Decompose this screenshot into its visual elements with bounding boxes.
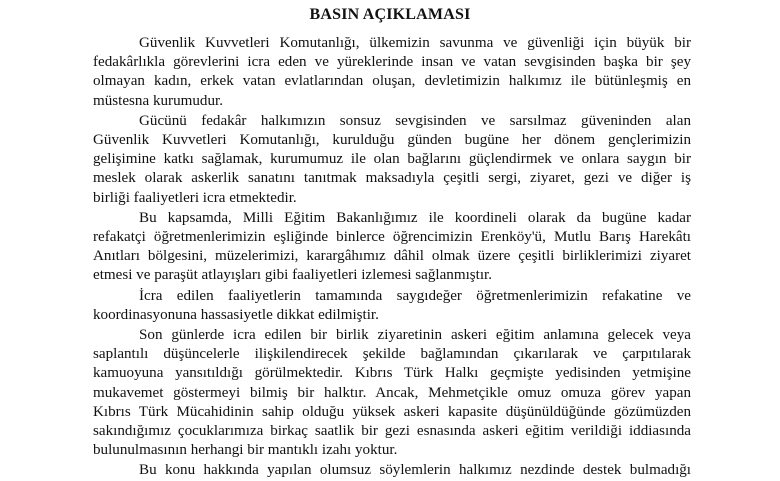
- text-line: fedakârlıkla görevlerini icra eden ve yüreklerinde insan ve vatan sevgisinden başka bir şey: [93, 54, 691, 71]
- text-line: Gücünü fedakâr halkımızın sonsuz sevgisinden ve sarsılmaz güveninden alan: [139, 112, 691, 129]
- paragraph: [93, 209, 691, 286]
- text-line: bulunulmasının herhangi bir mantıklı izahı yoktur.: [93, 442, 398, 459]
- text-line: etmesi ve paraşüt atlayışları gibi faaliyetleri izlemesi sağlanmıştır.: [93, 267, 493, 284]
- text-line: Kıbrıs Türk Mücahidinin sahip olduğu yüksek askeri kapasite düşünüldüğünde gözümüzden: [93, 403, 691, 420]
- text-line: koordinasyonuna hassasiyetle dikkat edilmiştir.: [93, 306, 379, 323]
- text-line: saplantılı düşüncelerle ilişkilendirecek şekilde bağlamından çıkarılarak ve çarpıtılarak: [93, 346, 691, 363]
- paragraph: [93, 112, 691, 208]
- text-line: kamuoyuna yansıtıldığı görülmektedir. Kıbrıs Türk Halkı geçmişte yedisinden yetmişine: [93, 365, 691, 382]
- text-line: müstesna kurumudur.: [93, 92, 223, 109]
- text-line: Bu kapsamda, Milli Eğitim Bakanlığımız ile koordineli olarak da bugüne kadar: [139, 209, 691, 226]
- text-line: Bu konu hakkında yapılan olumsuz söylemlerin halkımız nezdinde destek bulmadığı: [139, 462, 691, 479]
- paragraph: [93, 326, 691, 460]
- paragraph: [93, 461, 691, 480]
- text-line: İcra edilen faaliyetlerin tamamında saygıdeğer öğretmenlerimizin refakatine ve: [139, 287, 691, 304]
- text-line: refakatçi öğretmenlerimizin eşliğinde binlerce öğrencimizin Erenköy'ü, Mutlu Barış Harekâtı: [93, 229, 691, 246]
- document-body: [93, 34, 691, 481]
- text-line: mukavemet göstermeyi bilmiş bir halktır. Ancak, Mehmetçikle omuz omuza görev yapan: [93, 384, 691, 401]
- text-line: meslek olarak askerlik sanatını tanıtmak maksadıyla çeşitli sergi, ziyaret, gezi ve diğer iş: [93, 170, 691, 187]
- text-line: olmayan kadın, erkek vatan evlatlarından oluşan, devletimizin halkımız ile bütünleşmiş en: [93, 73, 691, 90]
- text-line: sakındığımız çocuklarımıza birkaç saatlik bir gezi esnasında askeri eğitim verildiği iddiasında: [93, 423, 691, 440]
- text-line: Güvenlik Kuvvetleri Komutanlığı, kurulduğu günden bugüne her dönem gençlerimizin: [93, 132, 691, 149]
- text-line: birliği faaliyetleri icra etmektedir.: [93, 189, 297, 206]
- text-line: Son günlerde icra edilen bir birlik ziyaretinin askeri eğitim anlamına gelecek veya: [139, 327, 691, 344]
- text-line: gelişimine katkı sağlamak, kurumumuz ile olan bağlarını güçlendirmek ve onlara saygın bir: [93, 151, 691, 168]
- document-title: BASIN AÇIKLAMASI: [309, 6, 471, 23]
- paragraph: [93, 287, 691, 325]
- text-line: Anıtları bölgesini, müzelerimizi, karargâhımız dâhil olmak üzere çeşitli birliklerimizi ziyaret: [93, 248, 691, 265]
- paragraph: [93, 34, 691, 111]
- text-line: Güvenlik Kuvvetleri Komutanlığı, ülkemizin savunma ve güvenliği için büyük bir: [139, 35, 691, 51]
